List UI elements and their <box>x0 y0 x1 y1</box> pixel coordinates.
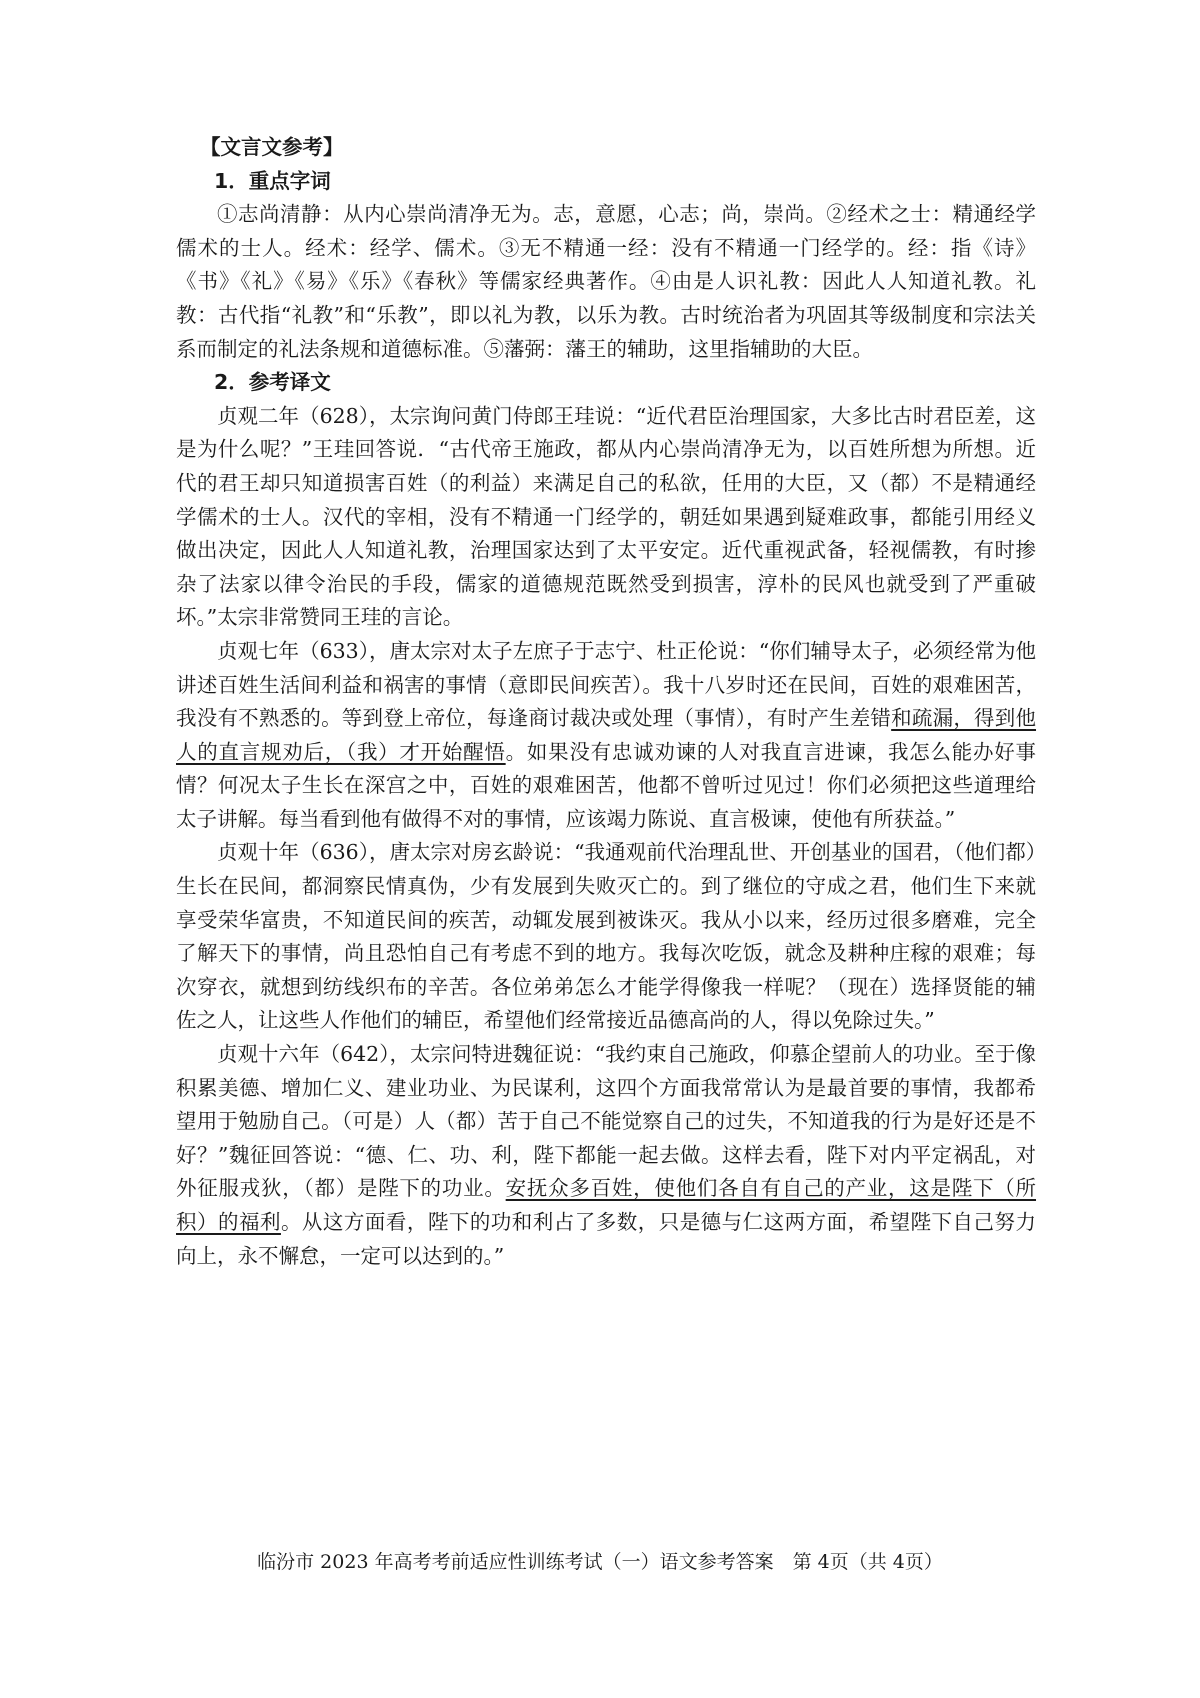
paragraph-4-text-b: 。从这方面看，陛下的功和利占了多数，只是德与仁这两方面，希望陛下自己努力向上，永不懈怠，一定可以达到的。” <box>176 1210 1036 1268</box>
translation-paragraph-4 <box>176 1038 1036 1273</box>
translation-paragraph-3: 贞观十年（636），唐太宗对房玄龄说：“我通观前代治理乱世、开创基业的国君，（他们都）生长在民间，都洞察民情真伪，少有发展到失败灭亡的。到了继位的守成之君，他们生下来就享受荣华富贵，不知道民间的疾苦，动辄发展到被诛灭。我从小以来，经历过很多磨难，完全了解天下的事情，尚且恐怕自己有考虑不到的地方。我每次吃饭，就念及耕种庄稼的艰难；每次穿衣，就想到纺线织布的辛苦。各位弟弟怎么才能学得像我一样呢？（现在）选择贤能的辅佐之人，让这些人作他们的辅臣，希望他们经常接近品德高尚的人，得以免除过失。” <box>176 840 1036 1033</box>
paragraph-4-text-a: 贞观十六年（642），太宗问特进魏征说：“我约束自己施政，仰慕企望前人的功业。至于像积累美德、增加仁义、建业功业、为民谋利，这四个方面我常常认为是最首要的事情，我都希望用于勉励自己。（可是）人（都）苦于自己不能觉察自己的过失，不知道我的行为是好还是不好？”魏征回答说：“德、仁、功、利，陛下都能一起去做。这样去看，陛下对内平定祸乱，对外征服戎狄，（都）是陛下的功业。 <box>176 1042 1036 1201</box>
page-content <box>176 131 1036 1273</box>
paragraph-2-underlined-text: 和疏漏，得到他人的直言规劝后，（我）才开始醒悟 <box>176 706 1037 764</box>
paragraph-2-text-b: 。如果没有忠诚劝谏的人对我直言进谏，我怎么能办好事情？何况太子生长在深宫之中，百姓的艰难困苦，他都不曾听过见过！你们必须把这些道理给太子讲解。每当看到他有做得不对的事情，应该竭力陈说、直言极谏，使他有所获益。” <box>176 739 1037 831</box>
translation-paragraph-1: 贞观二年（628），太宗询问黄门侍郎王珪说：“近代君臣治理国家，大多比古时君臣差，这是为什么呢？”王珪回答说．“古代帝王施政，都从内心崇尚清净无为，以百姓所想为所想。近代的君王却只知道损害百姓（的利益）来满足自己的私欲，任用的大臣，又（都）不是精通经学儒术的士人。汉代的宰相，没有不精通一门经学的，朝廷如果遇到疑难政事，都能引用经义做出决定，因此人人知道礼教，治理国家达到了太平安定。近代重视武备，轻视儒教，有时掺杂了法家以律令治民的手段，儒家的道德规范既然受到损害，淳朴的民风也就受到了严重破坏。”太宗非常赞同王珪的言论。 <box>176 403 1036 630</box>
part1-title: 1．重点字词 <box>214 168 331 193</box>
paragraph-4-underlined-text: 安抚众多百姓，使他们各自有自己的产业，这是陛下（所积）的福利 <box>176 1176 1037 1234</box>
translation-paragraph-2 <box>176 635 1036 837</box>
paragraph-2-text-a: 贞观七年（633），唐太宗对太子左庶子于志宁、杜正伦说：“你们辅导太子，必须经常为他讲述百姓生活间利益和祸害的事情（意即民间疾苦）。我十八岁时还在民间，百姓的艰难困苦，我没有不熟悉的。等到登上帝位，每逢商讨裁决或处理（事情），有时产生差错 <box>176 638 1036 731</box>
section-title: 【文言文参考】 <box>200 135 344 159</box>
key-words-paragraph: ①志尚清静：从内心崇尚清净无为。志，意愿，心志；尚，崇尚。②经术之士：精通经学儒术的士人。经术：经学、儒术。③无不精通一经：没有不精通一门经学的。经：指《诗》《书》《礼》《易》《乐》《春秋》等儒家经典著作。④由是人识礼教：因此人人知道礼教。礼教：古代指“礼教”和“乐教”，即以礼为教，以乐为教。古时统治者为巩固其等级制度和宗法关系而制定的礼法条规和道德标准。⑤藩弼：藩王的辅助，这里指辅助的大臣。 <box>176 202 1036 361</box>
page-footer: 临汾市 2023 年高考考前适应性训练考试（一）语文参考答案 第 4页（共 4页） <box>257 1551 943 1573</box>
part2-title: 2．参考译文 <box>214 370 331 395</box>
